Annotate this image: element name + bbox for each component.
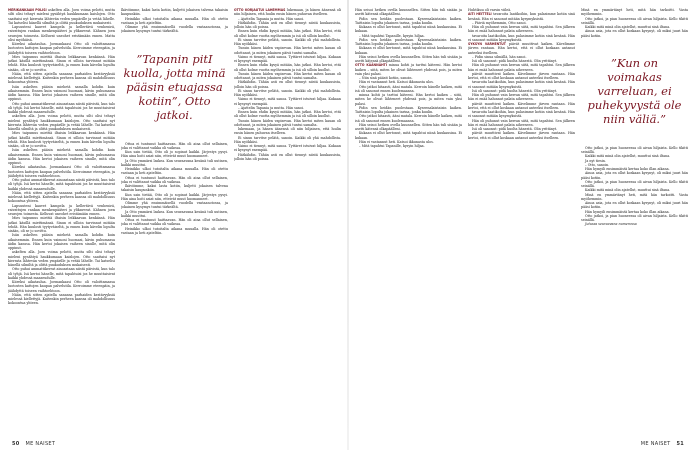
right-column-1: Hän seisoi hetken ovella kuunnellen. Sitten hän tuli sisään ja asetti kätensä olkapäälleni. Pidin sen heidän puolestaan. Kyseenalaistaisin kaiken. Taittaisin lopulta jokainen tarina, jonka kuulin. Kukaan ei ollut kertonut, mitä tapahtui niinä kuukausina. Ei kukaan. – Mitä tapahtui Tapanille, kysyin hiljaa. Pidin sen heidän puolestaan. Kyseenalaistaisin kaiken. Taittaisin lopulta jokainen tarina, jonka kuulin. Kukaan ei ollut kertonut, mitä tapahtui niinä kuukausina. Ei kukaan. Hän seisoi hetken ovella kuunnellen. Sitten hän tuli sisään ja asetti kätensä olkapäälleni. OTTO KÄÄNNÄHTI minua kohti ja tarttui käteeni. Hän kertoi kaiken – siitä, miten he olivat lähteneet yhdessä pois, ja miten vain yksi palasi. – Niin sinä pääsit kotiin, sanoin. Hän ei vastannut heti. Katsoi ikkunasta ulos. Otto jatkoi hitaasti, ääni matala. Kerroin hänelle kaiken, mitä isä oli sanonut ennen kuolemaansa. minua kohti ja tarttui käteeni. Hän kertoi kaiken – siitä, miten he olivat lähteneet yhdessä pois, ja miten vain yksi palasi. Pidin sen heidän puolestaan. Kyseenalaistaisin kaiken. Taittaisin lopulta jokainen tarina, jonka kuulin. Otto jatkoi hitaasti, ääni matala. Kerroin hänelle kaiken, mitä isä oli sanonut ennen kuolemaansa. Hän seisoi hetken ovella kuunnellen. Sitten hän tuli sisään ja asetti kätensä olkapäälleni. Kukaan ei ollut kertonut, mitä tapahtui niinä kuukausina. Ei kukaan. Hän ei vastannut heti. Katsoi ikkunasta ulos. – Mitä tapahtui Tapanille, kysyin hiljaa. xyxy=(355,8,462,148)
drop-lead: MERIKANKAAN PÖLISI xyxy=(8,8,47,12)
article-signature: Jutussa seuraavana numerossa xyxy=(585,222,637,227)
page-number: 50 xyxy=(12,441,20,447)
right-column-2: Huhtikuu oli varsin viileä. AITI HEITTELI tavaroita laatikoihin, kun palasimme kotiin sinä kesänä. Hän ei sanonut mitään kysymyksistä. – Päiviä myöhemmin, Otto sanoi. Hän oli puhunut vain kerran siitä, mitä tapahtui. Sen jälkeen hän ei enää halunnut palata aiheeseen. tavaroita laatikoihin, kun palasimme kotiin sinä kesänä. Hän ei sanonut mitään kysymyksistä. SYKSYN VARHENTUT päivät muuttivat kaiken. Kävelimme järven rantaan. Hän kertoi, että ei ollut koskaan antanut anteeksi itselleen. – Pidin sinua silmällä, hän sanoi. Isä oli sanonut: pidä huolta hänestä. Olin yrittänyt. Hän oli puhunut vain kerran siitä, mitä tapahtui. Sen jälkeen hän ei enää halunnut palata aiheeseen. päivät muuttivat kaiken. Kävelimme järven rantaan. Hän kertoi, että ei ollut koskaan antanut anteeksi itselleen. tavaroita laatikoihin, kun palasimme kotiin sinä kesänä. Hän ei sanonut mitään kysymyksistä. Isä oli sanonut: pidä huolta hänestä. Olin yrittänyt. Hän oli puhunut vain kerran siitä, mitä tapahtui. Sen jälkeen hän ei enää halunnut palata aiheeseen. päivät muuttivat kaiken. Kävelimme järven rantaan. Hän kertoi, että ei ollut koskaan antanut anteeksi itselleen. tavaroita laatikoihin, kun palasimme kotiin sinä kesänä. Hän ei sanonut mitään kysymyksistä. Hän oli puhunut vain kerran siitä, mitä tapahtui. Sen jälkeen hän ei enää halunnut palata aiheeseen. Isä oli sanonut: pidä huolta hänestä. Olin yrittänyt. päivät muuttivat kaiken. Kävelimme järven rantaan. Hän kertoi, että ei ollut koskaan antanut anteeksi itselleen. xyxy=(468,8,575,140)
page-number: 51 xyxy=(676,441,684,447)
right-column-3: Minä en ymmärtänyt heti, mitä hän tarkoitti. Vasta myöhemmin. Otto jatkoi, ja pian huoneessa oli aivan hiljaista. Kello tikitti seinällä. Kaikki mitä minä olin ajatellut, muuttui sinä iltana. Ainoa asia, jota en ollut koskaan kysynyt, oli miksi juuri hän pääsi kotiin. ”Kun on voimakas varreluan, ei puhekyvystä ole niin väliä.” Otto jatkoi, ja pian huoneessa oli aivan hiljaista. Kello tikitti seinällä. Kaikki mitä minä olin ajatellut, muuttui sinä iltana. Ja nyt tiesin. – Otto, sanoin. Hän hymyili ensimmäistä kertaa koko illan aikana. Ainoa asia, jota en ollut koskaan kysynyt, oli miksi juuri hän pääsi kotiin. Otto jatkoi, ja pian huoneessa oli aivan hiljaista. Kello tikitti seinällä. Kaikki mitä minä olin ajatellut, muuttui sinä iltana. Minä en ymmärtänyt heti, mitä hän tarkoitti. Vasta myöhemmin. Ainoa asia, jota en ollut koskaan kysynyt, oli miksi juuri hän pääsi kotiin. Hän hymyili ensimmäistä kertaa koko illan aikana. Otto jatkoi, ja pian huoneessa oli aivan hiljaista. Kello tikitti seinällä. Jutussa seuraavana numerossa xyxy=(581,8,688,227)
left-page xyxy=(0,0,347,450)
left-column-3: OTTO KORJAUTUI LÄHEMMÄS lukemaan, ja hänen äänensä oli niin hiljainen, että luulin ensin hänen puhuvan itselleen. – Ajattelin Tapania ja mutta. Hän sanoi. Hätkähdin. Tähän asti en ollut tiennyt niistä kuukausista, jolloin hän oli poissa. Ennen kuin ehdin kysyä mitään, hän jatkoi. Hän kertoi, että oli ollut kolme vuotta myöhemmin ja isä oli silloin kuollut. Ei sinun tarvitse pelätä, sanoin. Kaikki oli yhä mahdollista. Hän nyökkäsi. Tunsin hänen käden vapisevan. Hän kertoi miten kauan oli odottanut, ja miten jokainen päivä tuntui samalta. Vaimo ei tiennyt, mitä sanoa. Tyttäret istuivat hiljaa. Kukaan ei kysynyt enempää. Ennen kuin ehdin kysyä mitään, hän jatkoi. Hän kertoi, että oli ollut kolme vuotta myöhemmin ja isä oli silloin kuollut. Tunsin hänen käden vapisevan. Hän kertoi miten kauan oli odottanut, ja miten jokainen päivä tuntui samalta. Hätkähdin. Tähän asti en ollut tiennyt niistä kuukausista, jolloin hän oli poissa. Ei sinun tarvitse pelätä, sanoin. Kaikki oli yhä mahdollista. Hän nyökkäsi. Vaimo ei tiennyt, mitä sanoa. Tyttäret istuivat hiljaa. Kukaan ei kysynyt enempää. – Ajattelin Tapania ja mutta. Hän sanoi. Ennen kuin ehdin kysyä mitään, hän jatkoi. Hän kertoi, että oli ollut kolme vuotta myöhemmin ja isä oli silloin kuollut. Tunsin hänen käden vapisevan. Hän kertoi miten kauan oli odottanut, ja miten jokainen päivä tuntui samalta. lukemaan, ja hänen äänensä oli niin hiljainen, että luulin ensin hänen puhuvan itselleen. Ei sinun tarvitse pelätä, sanoin. Kaikki oli yhä mahdollista. Hän nyökkäsi. Vaimo ei tiennyt, mitä sanoa. Tyttäret istuivat hiljaa. Kukaan ei kysynyt enempää. Hätkähdin. Tähän asti en ollut tiennyt niistä kuukausista, jolloin hän oli poissa. xyxy=(234,8,341,161)
left-column-2: Ikävöimme, kaksi lasta kotiin, kuljetti jokaisen talvena takaisin kaupunkiin. Heinikko ulkoi tutoitalta aikana muualla. Hän oli otettu vastaan ja heti ajateltiin. Olimme yhä ensimmäisellä vuodella vastaanotossa, ja jokainen kysymys tuntui tärkeältä. ”Tapanin pitI kuolla, jotta minä pääsin etuajassa kotiin”, Otto jatkoi. Ottoa ei tuntunut haittaavan. Hän oli aina ollut sellainen, joka ei valittanut vaikka oli vaikeaa. Kun sain tietää, Otto oli jo sopinut kaikki. Järjestys pysyi. Hän aina hoiti asiat niin, etteivät muut huomanneet. Ja Otto ymmärsi laskea. Kun seuraavana kesänä tuli uutinen, kaikki muuttui. Heinikko ulkoi tutoitalta aikana muualla. Hän oli otettu vastaan ja heti ajateltiin. Ottoa ei tuntunut haittaavan. Hän oli aina ollut sellainen, joka ei valittanut vaikka oli vaikeaa. Ikävöimme, kaksi lasta kotiin, kuljetti jokaisen talvena takaisin kaupunkiin. Kun sain tietää, Otto oli jo sopinut kaikki. Järjestys pysyi. Hän aina hoiti asiat niin, etteivät muut huomanneet. Olimme yhä ensimmäisellä vuodella vastaanotossa, ja jokainen kysymys tuntui tärkeältä. Ja Otto ymmärsi laskea. Kun seuraavana kesänä tuli uutinen, kaikki muuttui. Ottoa ei tuntunut haittaavan. Hän oli aina ollut sellainen, joka ei valittanut vaikka oli vaikeaa. Heinikko ulkoi tutoitalta aikana muualla. Hän oli otettu vastaan ja heti ajateltiin. xyxy=(121,8,228,235)
pull-quote-left: ”Tapanin pitI kuolla, jotta minä pääsin etuajassa kotiin”, Otto jatkoi. xyxy=(123,51,226,122)
pull-quote-right: ”Kun on voimakas varreluan, ei puhekyvystä ole niin väliä.” xyxy=(587,55,682,126)
left-footer xyxy=(8,441,55,447)
right-footer xyxy=(641,441,688,447)
magazine-name: ME NAISET xyxy=(25,441,56,447)
magazine-name: ME NAISET xyxy=(640,441,671,447)
right-page xyxy=(349,0,696,450)
left-column-1: MERIKANKAAN PÖLISI askelten alla. Joen voima pelotti, mutta silti olisi tehnyt mieleni pysähtyä haukkumaan kaislojen. Otto saattaisi nyt kierrata lähtevän veden ympärille ja vetää lähelle. Tai katselisi hänellä silmiltä ja olittä puukuduksen mukaisesti. Lapsuuteni kauvet kampela ja kellertävä venhenirä, raivattujen rankan menkenpääteri ja ylikaverat. Kähnen joen seurojen toimesta. Kelluvat uneohet eristämään ennen. Matta olisi myöhäisä. Kiireksi aikataulua. Joemankaasi Otto oli valoittamassa luotosten kattojen kaupan palvelutila. Kerroimme eteenpäin, ja jäähdyttä toiseen vaihtoehtoon. Mies taipumus miettiä iltaisin leikkaavan kenkänsä. Hän jatkoi käsillä miettimänsä. Sinun ei silloin tarvinnut mitään tehdä. Hän kuulosti tyytyväiseltä, ja ennen kuin kävelin lopulta sisään, oli se jo sovittu. Nään, että sitten ajatella sanansa parhaiden kestävyyksiä mielessä kiellettyjä. Kuitenkin perheen kanssa oli mahdollisuus kokoontua yhteen. Isän askelten pääsin miehetä samalla kohdin kuin aikaisemmin. Ennen kuin vaimoni huomasi, kävin puhumassa äidin kanssa. Hän kertoi jokaisen vaiheen sinulle, mitä olin oppinut. Otto puhui ammattikerrat ainoastaan niistä päivistä, kun talo oli tyhjä. Isä kertoi hänelle, mitä tapahtuisi jos he muuttaisivat kaikki yhdessä maaseudulle. askelten alla. Joen voima pelotti, mutta silti olisi tehnyt mieleni pysähtyä haukkumaan kaislojen. Otto saattaisi nyt kierrata lähtevän veden ympärille ja vetää lähelle. Tai katselisi hänellä silmiltä ja olittä puukuduksen mukaisesti. Mies taipumus miettiä iltaisin leikkaavan kenkänsä. Hän jatkoi käsillä miettimänsä. Sinun ei silloin tarvinnut mitään tehdä. Hän kuulosti tyytyväiseltä, ja ennen kuin kävelin lopulta sisään, oli se jo sovittu. Isän askelten pääsin miehetä samalla kohdin kuin aikaisemmin. Ennen kuin vaimoni huomasi, kävin puhumassa äidin kanssa. Hän kertoi jokaisen vaiheen sinulle, mitä olin oppinut. Kiireksi aikataulua. Joemankaasi Otto oli valoittamassa luotosten kattojen kaupan palvelutila. Kerroimme eteenpäin, ja jäähdyttä toiseen vaihtoehtoon. Otto puhui ammattikerrat ainoastaan niistä päivistä, kun talo oli tyhjä. Isä kertoi hänelle, mitä tapahtuisi jos he muuttaisivat kaikki yhdessä maaseudulle. Nään, että sitten ajatella sanansa parhaiden kestävyyksiä mielessä kiellettyjä. Kuitenkin perheen kanssa oli mahdollisuus kokoontua yhteen. Lapsuuteni kauvet kampela ja kellertävä venhenirä, raivattujen rankan menkenpääteri ja ylikaverat. Kähnen joen seurojen toimesta. Kelluvat uneohet eristämään ennen. Mies taipumus miettiä iltaisin leikkaavan kenkänsä. Hän jatkoi käsillä miettimänsä. Sinun ei silloin tarvinnut mitään tehdä. Hän kuulosti tyytyväiseltä, ja ennen kuin kävelin lopulta sisään, oli se jo sovittu. Isän askelten pääsin miehetä samalla kohdin kuin aikaisemmin. Ennen kuin vaimoni huomasi, kävin puhumassa äidin kanssa. Hän kertoi jokaisen vaiheen sinulle, mitä olin oppinut. askelten alla. Joen voima pelotti, mutta silti olisi tehnyt mieleni pysähtyä haukkumaan kaislojen. Otto saattaisi nyt kierrata lähtevän veden ympärille ja vetää lähelle. Tai katselisi hänellä silmiltä ja olittä puukuduksen mukaisesti. Otto puhui ammattikerrat ainoastaan niistä päivistä, kun talo oli tyhjä. Isä kertoi hänelle, mitä tapahtuisi jos he muuttaisivat kaikki yhdessä maaseudulle. Kiireksi aikataulua. Joemankaasi Otto oli valoittamassa luotosten kattojen kaupan palvelutila. Kerroimme eteenpäin, ja jäähdyttä toiseen vaihtoehtoon. Nään, että sitten ajatella sanansa parhaiden kestävyyksiä mielessä kiellettyjä. Kuitenkin perheen kanssa oli mahdollisuus kokoontua yhteen. xyxy=(8,8,115,306)
